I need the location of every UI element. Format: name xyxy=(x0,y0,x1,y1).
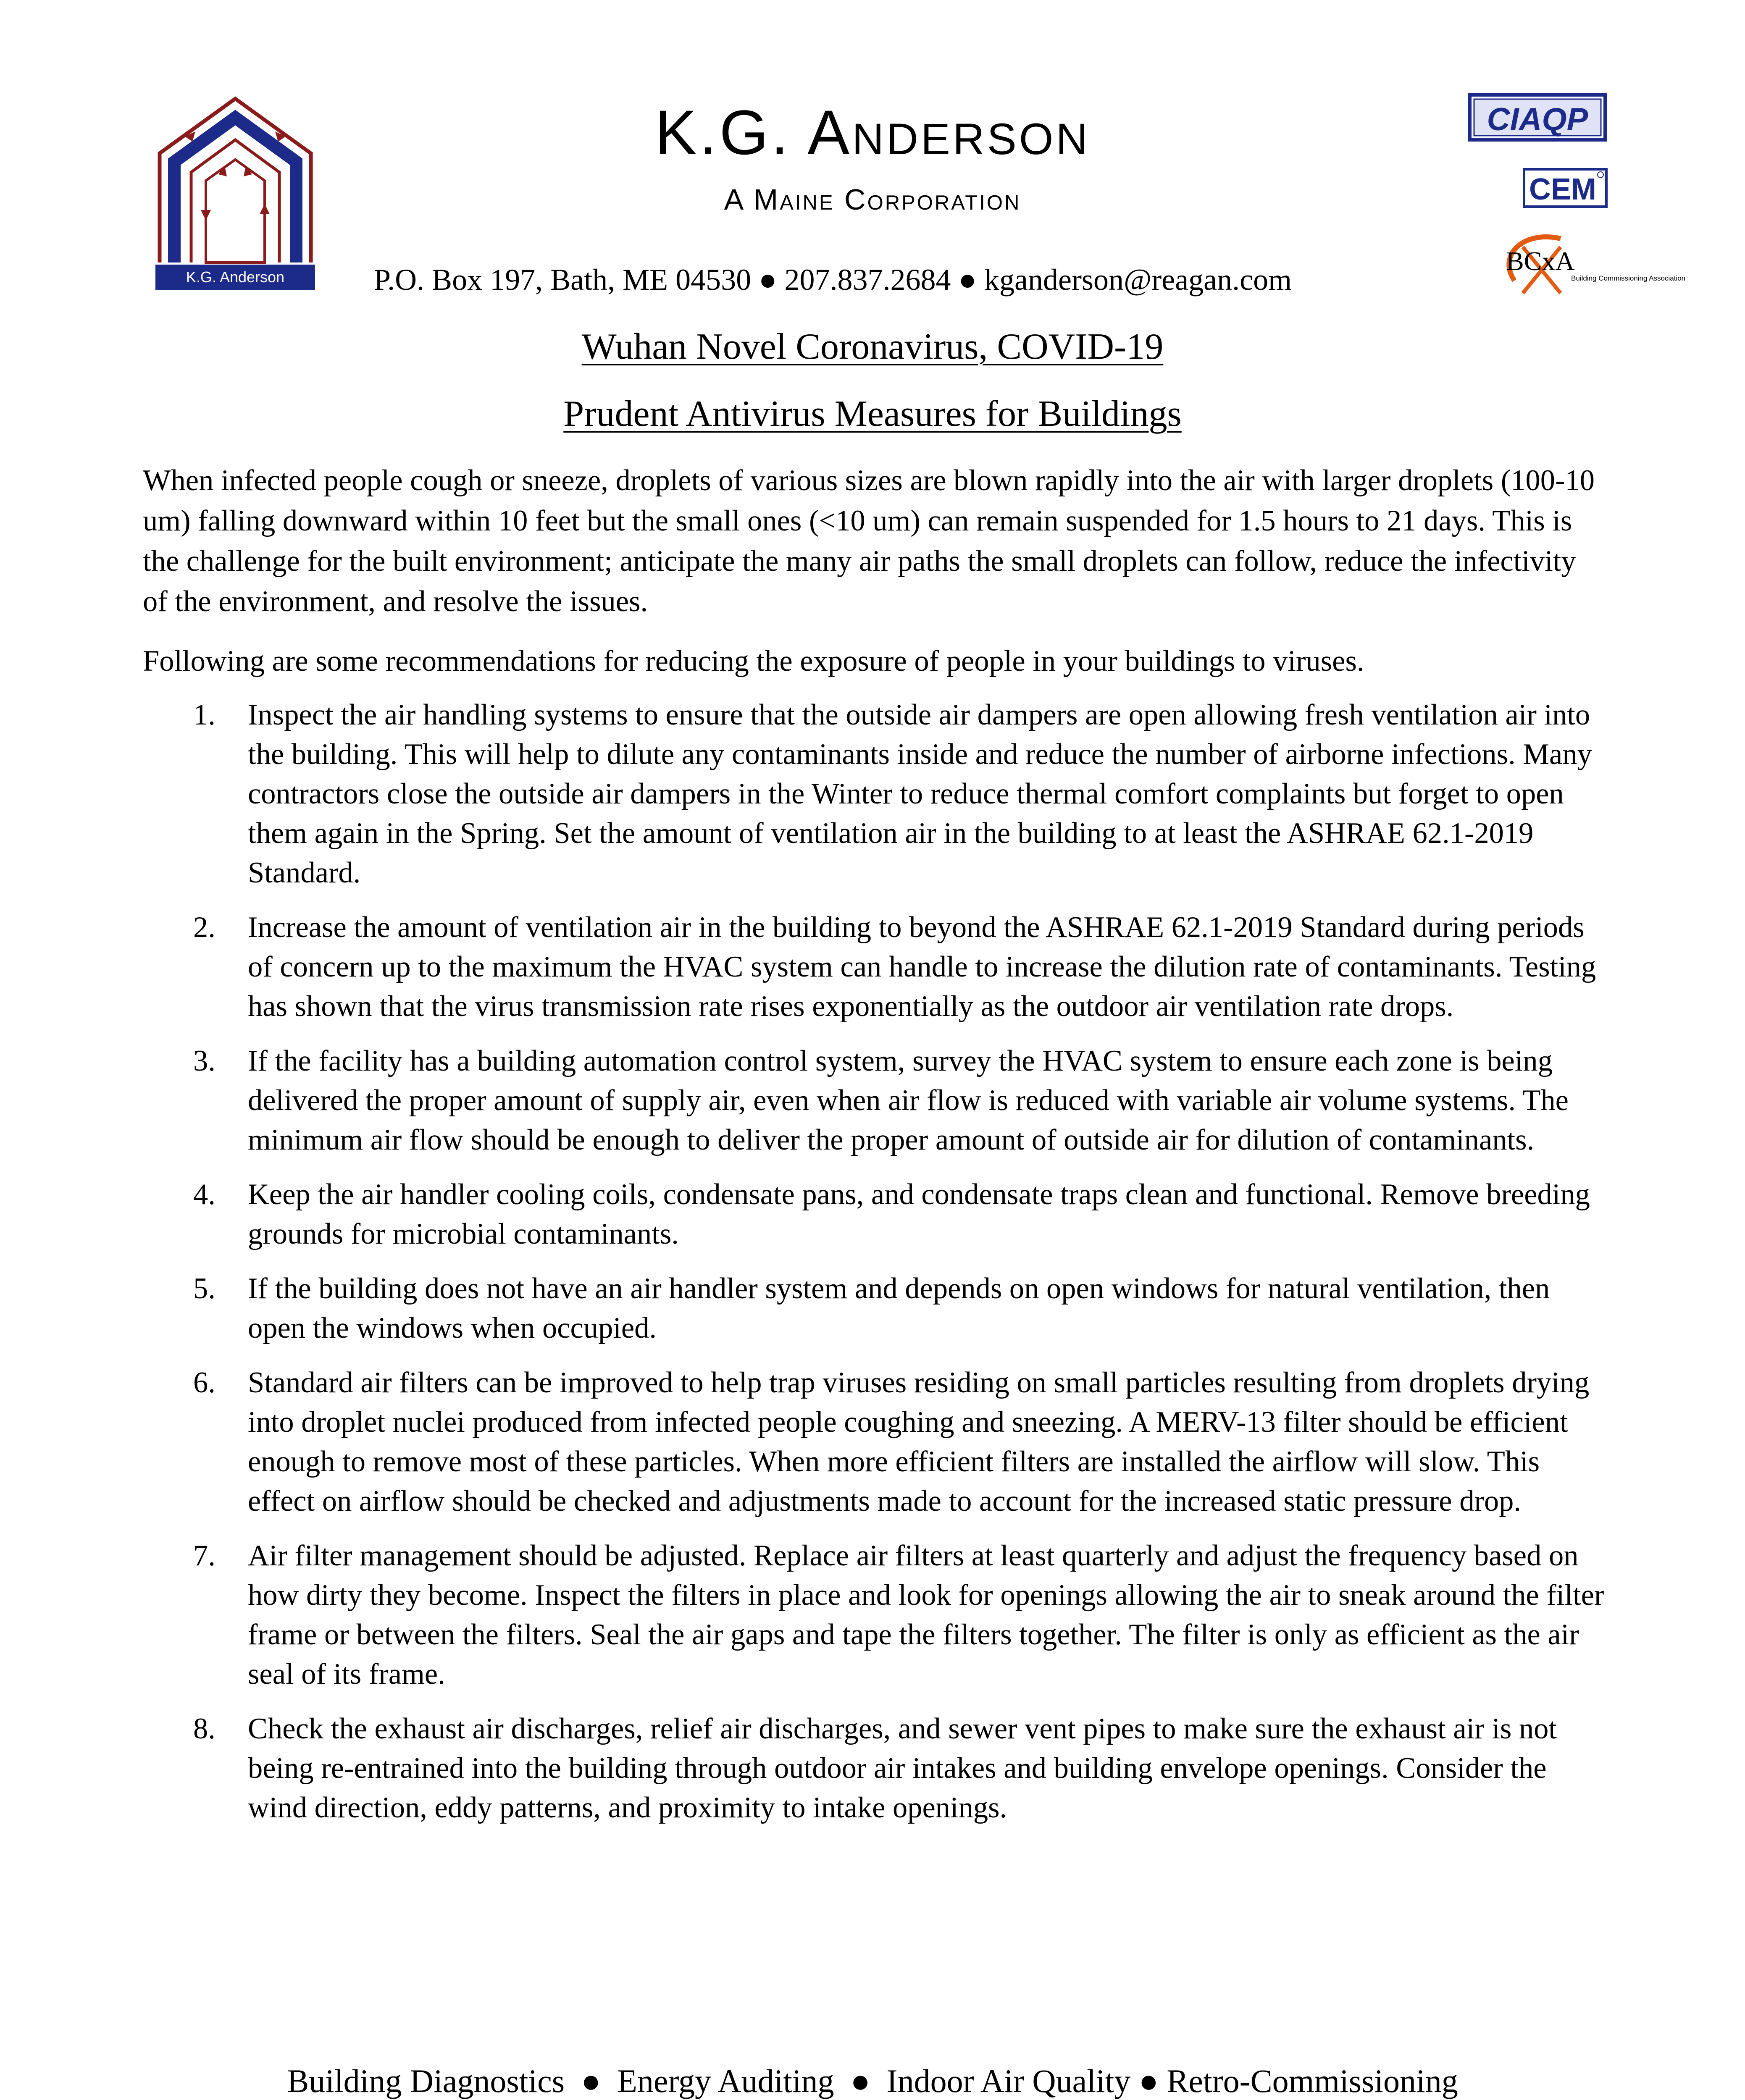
document-title: Wuhan Novel Coronavirus, COVID-19 xyxy=(581,326,1164,367)
item-number: 8. xyxy=(193,1712,215,1745)
footer-services: Building Diagnostics ● Energy Auditing ● Indoor Air Quality ● Retro-Commissioning xyxy=(287,2063,1458,2099)
recommendations-lead: Following are some recommendations for reducing the exposure of people in your buildings to viruses. xyxy=(143,645,1364,677)
company-name: K.G. Anderson xyxy=(654,97,1091,168)
item-number: 2. xyxy=(193,911,215,944)
document-subtitle: Prudent Antivirus Measures for Buildings xyxy=(563,394,1182,434)
item-number: 3. xyxy=(193,1045,215,1077)
bca-badge xyxy=(1498,230,1686,299)
item-text: Check the exhaust air discharges, relief air discharges, and sewer vent pipes to make sure the exhaust air is not being re-entrained into the building through outdoor air intakes and building envelope openings. Consider the wind direction, eddy patterns, and proximity to intake openings. xyxy=(248,1712,1557,1824)
item-number: 4. xyxy=(193,1178,215,1211)
ciaqp-text: CIAQP xyxy=(1487,102,1588,137)
list-item xyxy=(185,1269,1613,1348)
contact-line: P.O. Box 197, Bath, ME 04530 ● 207.837.2684 ● kganderson@reagan.com xyxy=(374,263,1292,297)
intro-paragraph: When infected people cough or sneeze, droplets of various sizes are blown rapidly into the air with larger droplets (100-10 um) falling downward within 10 feet but the small ones (<10 um) can remain suspended for 1.5 hours to 21 days. This is the challenge for the built environment; anticipate the many air paths the small droplets can follow, reduce the infectivity of the environment, and resolve the issues. xyxy=(143,464,1595,618)
bca-caption: Building Commissioning Association xyxy=(1571,274,1686,282)
item-number: 7. xyxy=(193,1539,215,1572)
item-text: Standard air filters can be improved to help trap viruses residing on small particles resulting from droplets drying into droplet nuclei produced from infected people coughing and sneezing. A MERV-13 filter should be efficient enough to remove most of these particles. When more efficient filters are installed the airflow will slow. This effect on airflow should be checked and adjustments made to account for the increased static pressure drop. xyxy=(248,1366,1590,1517)
item-number: 5. xyxy=(193,1272,215,1305)
list-item xyxy=(185,1536,1613,1694)
ciaqp-badge xyxy=(1468,93,1607,142)
cem-badge xyxy=(1523,168,1608,208)
item-text: Inspect the air handling systems to ensure that the outside air dampers are open allowing fresh ventilation air into the building. This will help to dilute any contaminants inside and reduce the number of airborne infections. Many contractors close the outside air dampers in the Winter to reduce thermal comfort complaints but forget to open them again in the Spring. Set the amount of ventilation air in the building to at least the ASHRAE 62.1-2019 Standard. xyxy=(248,698,1592,889)
item-text: If the building does not have an air handler system and depends on open windows for natural ventilation, then open the windows when occupied. xyxy=(248,1272,1550,1344)
cem-text: CEM xyxy=(1529,173,1596,206)
item-text: Keep the air handler cooling coils, condensate pans, and condensate traps clean and functional. Remove breeding grounds for microbial contaminants. xyxy=(248,1178,1590,1250)
list-item xyxy=(185,1709,1613,1827)
list-item xyxy=(185,1041,1613,1160)
item-text: Air filter management should be adjusted. Replace air filters at least quarterly and adjust the frequency based on how dirty they become. Inspect the filters in place and look for openings allowing the air to sneak around the filter frame or between the filters. Seal the air gaps and tape the filters together. The filter is only as efficient as the air seal of its frame. xyxy=(248,1539,1604,1690)
recommendations-list xyxy=(185,695,1613,1843)
item-text: If the facility has a building automation control system, survey the HVAC system to ensure each zone is being delivered the proper amount of supply air, even when air flow is reduced with variable air volume systems. The minimum air flow should be enough to deliver the proper amount of outside air for dilution of contaminants. xyxy=(248,1045,1569,1156)
list-item xyxy=(185,1175,1613,1254)
list-item xyxy=(185,908,1613,1026)
item-number: 1. xyxy=(193,698,215,731)
list-item xyxy=(185,695,1613,892)
item-number: 6. xyxy=(193,1366,215,1399)
logo-text: K.G. Anderson xyxy=(186,268,285,286)
item-text: Increase the amount of ventilation air in the building to beyond the ASHRAE 62.1-2019 Standard during periods of concern up to the maximum the HVAC system can handle to increase the dilution rate of contaminants. Testing has shown that the virus transmission rate rises exponentially as the outdoor air ventilation rate drops. xyxy=(248,911,1596,1023)
bca-text: BCxA xyxy=(1506,246,1575,276)
company-subtitle: A Maine Corporation xyxy=(724,183,1021,216)
list-item xyxy=(185,1363,1613,1521)
